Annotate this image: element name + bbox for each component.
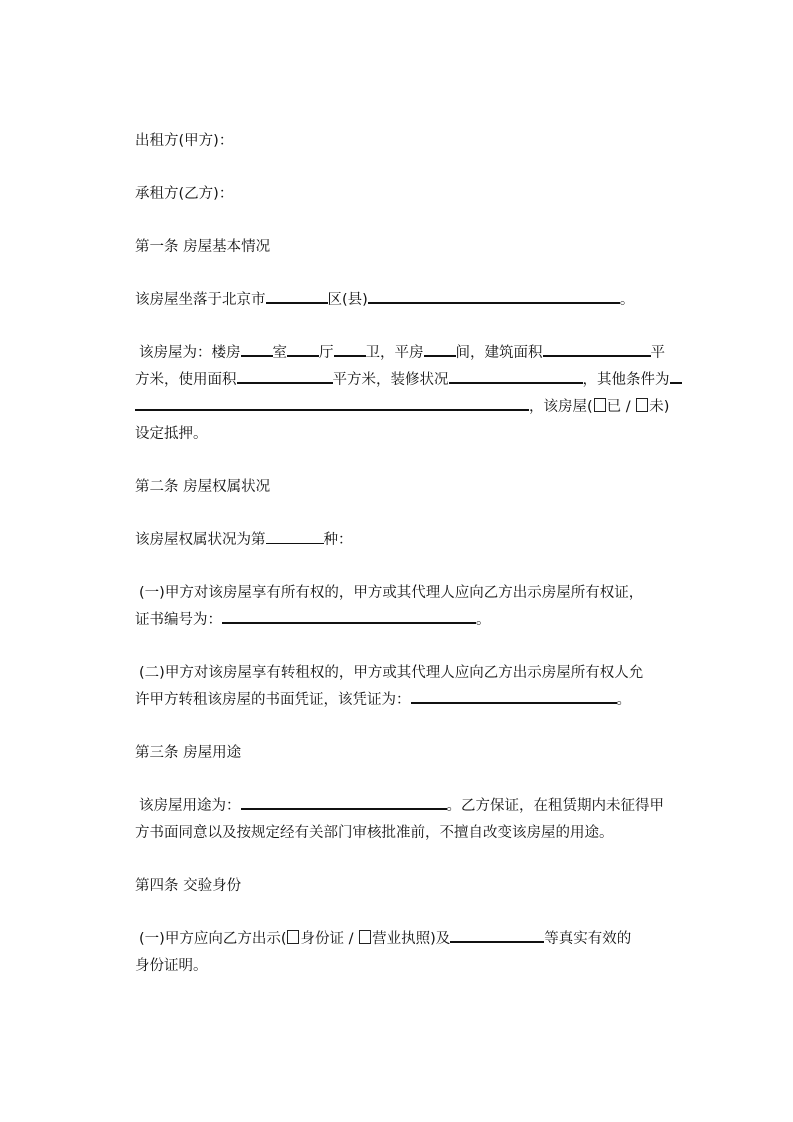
decoration-blank[interactable] [449, 369, 583, 384]
certificate-number-blank[interactable] [222, 609, 476, 624]
article-3-heading [135, 742, 241, 764]
not-mortgaged-checkbox[interactable] [636, 398, 648, 412]
identity-end-text: 身份证明。 [135, 958, 208, 974]
house-type-text: 该房屋为：楼房 [139, 345, 241, 361]
sqm-text-1: 平 [650, 345, 665, 361]
ownership-text: 该房屋权属状况为第 [135, 532, 266, 548]
mortgage-sep: / [621, 399, 636, 415]
lessee-label: 承租方(乙方)： [135, 186, 234, 202]
address-blank[interactable] [368, 289, 620, 304]
lessee-line [135, 183, 233, 205]
article-4-heading [135, 875, 241, 897]
house-desc-line-1 [139, 342, 665, 364]
voucher-end: 。 [616, 692, 631, 708]
house-desc-line-2 [135, 369, 682, 391]
ownership-end: 种： [323, 532, 353, 548]
mortgaged-checkbox[interactable] [594, 398, 606, 412]
article-2-title: 第二条 房屋权属状况 [135, 479, 271, 495]
article-3-title: 第三条 房屋用途 [135, 745, 242, 761]
mortgage-end-text: 设定抵押。 [135, 426, 208, 442]
area-text: 间，建筑面积 [455, 345, 543, 361]
identity-valid-text: 等真实有效的 [544, 931, 632, 947]
lessor-line [135, 130, 233, 152]
identity-text: (一)甲方应向乙方出示( [139, 931, 287, 947]
article-1-title: 第一条 房屋基本情况 [135, 239, 271, 255]
identity-line-1 [139, 928, 631, 950]
other-conditions-text: ，其他条件为 [582, 372, 670, 388]
room-text: 室 [272, 345, 287, 361]
usage-line-2 [135, 822, 614, 844]
id-card-label: 身份证 [300, 931, 344, 947]
ownership-clause-2-line-2 [135, 689, 631, 711]
building-area-blank[interactable] [543, 342, 651, 357]
certificate-end: 。 [476, 612, 491, 628]
mortgage-text: ，该房屋( [529, 399, 593, 415]
not-mortgaged-label: 未) [649, 399, 670, 415]
ownership-line [135, 529, 353, 551]
usable-area-blank[interactable] [237, 369, 333, 384]
decoration-text: 平方米，装修状况 [332, 372, 449, 388]
identity-line-2 [135, 955, 208, 977]
id-card-checkbox[interactable] [287, 930, 299, 944]
bungalow-blank[interactable] [424, 342, 456, 357]
lessor-label: 出租方(甲方)： [135, 133, 234, 149]
county-text: 区(县) [327, 292, 368, 308]
usage-clause-text: 方书面同意以及按规定经有关部门审核批准前，不擅自改变该房屋的用途。 [135, 825, 614, 841]
mortgaged-label: 已 [606, 399, 622, 415]
other-conditions-blank-2[interactable] [135, 396, 529, 411]
article-2-heading [135, 476, 270, 498]
other-id-blank[interactable] [450, 928, 544, 943]
ownership-type-blank[interactable] [266, 530, 324, 544]
usable-area-text: 方米，使用面积 [135, 372, 237, 388]
other-conditions-blank-1[interactable] [670, 369, 682, 384]
identity-sep: / [343, 931, 359, 947]
usage-guarantee-text: 。乙方保证，在租赁期内未征得甲 [446, 798, 664, 814]
ownership-clause-1-text: (一)甲方对该房屋享有所有权的，甲方或其代理人应向乙方出示房屋所有权证， [139, 585, 644, 601]
location-text: 该房屋坐落于北京市 [135, 292, 266, 308]
usage-blank[interactable] [241, 795, 447, 810]
house-desc-line-3 [135, 396, 669, 418]
house-desc-line-4 [135, 423, 208, 445]
usage-line-1 [139, 795, 664, 817]
business-license-checkbox[interactable] [359, 930, 371, 944]
voucher-blank[interactable] [411, 689, 617, 704]
room-blank[interactable] [241, 342, 273, 357]
ownership-clause-2-text: (二)甲方对该房屋享有转租权的，甲方或其代理人应向乙方出示房屋所有权人允 [139, 665, 644, 681]
business-license-label: 营业执照)及 [372, 931, 451, 947]
article-1-heading [135, 236, 270, 258]
voucher-text: 许甲方转租该房屋的书面凭证，该凭证为： [135, 692, 411, 708]
certificate-text: 证书编号为： [135, 612, 222, 628]
hall-text: 厅 [319, 345, 334, 361]
bath-blank[interactable] [334, 342, 366, 357]
ownership-clause-1-line-2 [135, 609, 491, 631]
district-blank[interactable] [266, 289, 328, 304]
article-4-title: 第四条 交验身份 [135, 878, 242, 894]
hall-blank[interactable] [287, 342, 319, 357]
location-end: 。 [619, 292, 635, 308]
location-line [135, 289, 634, 311]
ownership-clause-2-line-1 [139, 662, 643, 684]
usage-text: 该房屋用途为： [139, 798, 241, 814]
bath-text: 卫，平房 [365, 345, 424, 361]
ownership-clause-1-line-1 [139, 582, 643, 604]
